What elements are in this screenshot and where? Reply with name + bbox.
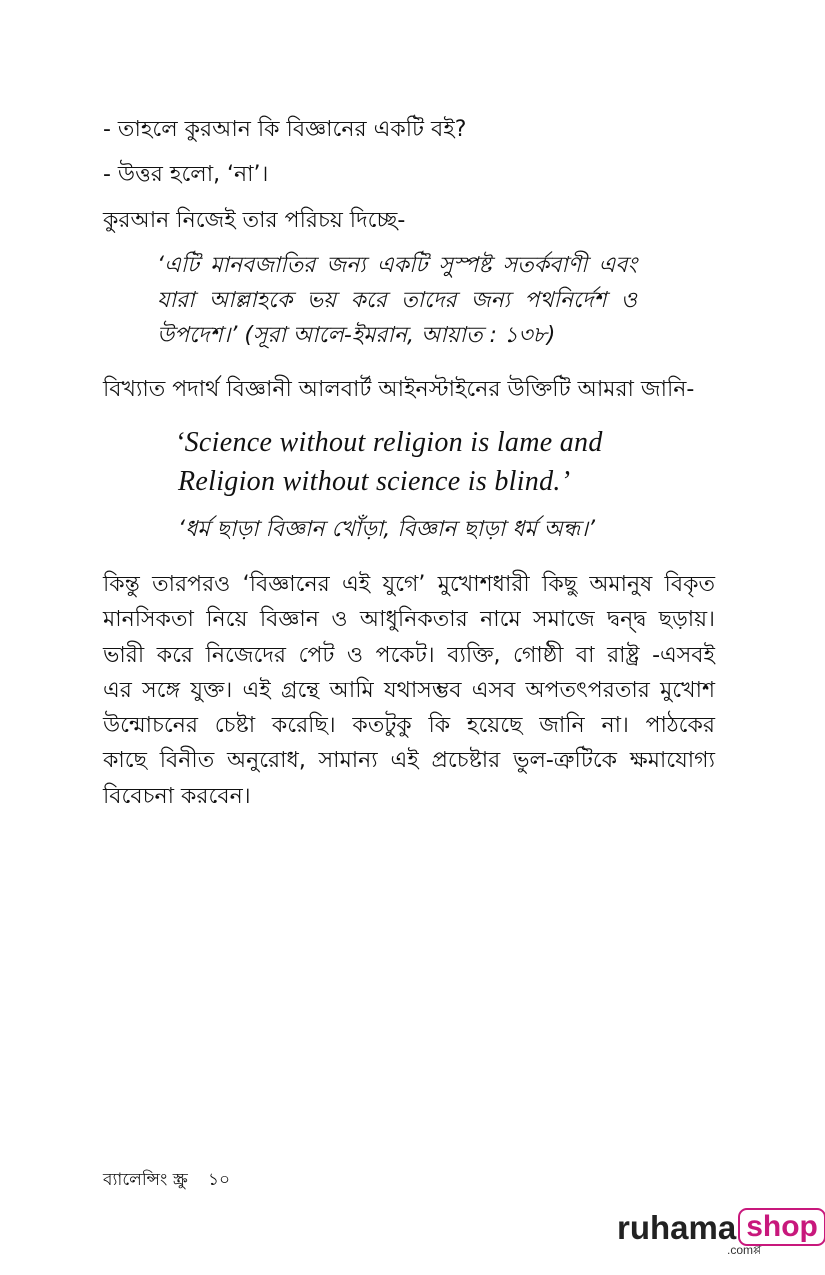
- paragraph-line: কাছে বিনীত অনুরোধ, সামান্য এই প্রচেষ্টার ভুল-ত্রুটিকে ক্ষমাযোগ্য: [103, 748, 715, 773]
- einstein-intro: বিখ্যাত পদার্থ বিজ্ঞানী আলবার্ট আইনস্টাইনের উক্তিটি আমরা জানি-: [103, 377, 695, 402]
- question-line: - তাহলে কুরআন কি বিজ্ঞানের একটি বই?: [103, 117, 467, 142]
- english-quote-line: Religion without science is blind.’: [178, 466, 571, 497]
- book-title: ব্যালেন্সিং স্ক্রু: [103, 1170, 188, 1190]
- ruhama-shop-logo: [617, 1208, 825, 1257]
- quote-line: উপদেশ।’ (সূরা আলে-ইমরান, আয়াত : ১৩৮): [157, 323, 556, 348]
- intro-line: কুরআন নিজেই তার পরিচয় দিচ্ছে-: [103, 208, 406, 233]
- answer-line: - উত্তর হলো, ‘না’।: [103, 162, 269, 187]
- paragraph-line: এর সঙ্গে যুক্ত। এই গ্রন্থে আমি যথাসম্ভব এসব অপতৎপরতার মুখোশ: [103, 678, 715, 703]
- paragraph-line: কিন্তু তারপরও ‘বিজ্ঞানের এই যুগে’ মুখোশধারী কিছু অমানুষ বিকৃত: [103, 572, 715, 597]
- logo-text-shop: shop: [738, 1208, 825, 1246]
- logo-suffix: .comপ্প: [727, 1243, 762, 1257]
- quote-line: ‘এটি মানবজাতির জন্য একটি সুস্পষ্ট সতর্কবাণী এবং: [157, 253, 637, 278]
- paragraph-line: উন্মোচনের চেষ্টা করেছি। কতটুকু কি হয়েছে জানি না। পাঠকের: [103, 713, 715, 738]
- paragraph-line: বিবেচনা করবেন।: [103, 784, 251, 809]
- page-number: ১০: [208, 1170, 231, 1190]
- einstein-translation: ‘ধর্ম ছাড়া বিজ্ঞান খোঁড়া, বিজ্ঞান ছাড়া ধর্ম অন্ধ।’: [178, 517, 596, 542]
- english-quote-line: ‘Science without religion is lame and: [175, 427, 603, 458]
- quote-line: যারা আল্লাহকে ভয় করে তাদের জন্য পথনির্দেশ ও: [157, 288, 637, 313]
- paragraph-line: মানসিকতা নিয়ে বিজ্ঞান ও আধুনিকতার নামে সমাজে দ্বন্দ্ব ছড়ায়।: [103, 607, 715, 632]
- logo-text-left: ruhama: [617, 1209, 737, 1246]
- paragraph-line: ভারী করে নিজেদের পেট ও পকেট। ব্যক্তি, গোষ্ঠী বা রাষ্ট্র -এসবই: [103, 643, 715, 668]
